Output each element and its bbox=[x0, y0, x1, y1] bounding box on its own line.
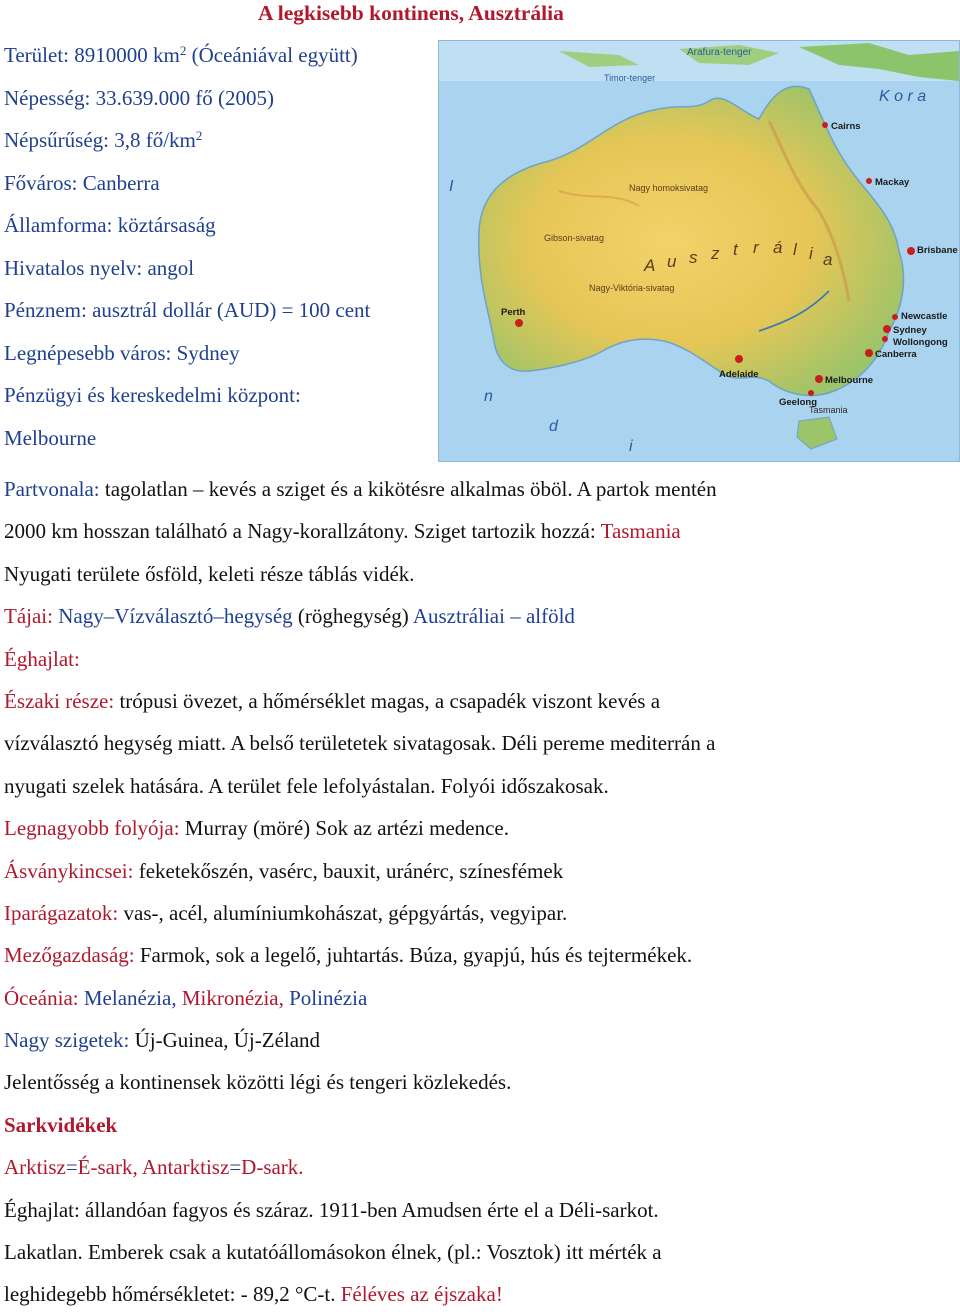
map-country-letter: l bbox=[793, 240, 797, 259]
body-text bbox=[4, 468, 956, 1316]
fact-financial-center-value: Melbourne bbox=[4, 425, 97, 450]
city-marker bbox=[515, 319, 523, 327]
facts-list bbox=[4, 34, 444, 459]
text-line-divide: vízválasztó hegység miatt. A belső területetek sivatagosak. Déli pereme mediterrán a bbox=[4, 731, 716, 756]
text-line-industry: Iparágazatok: vas-, acél, alumíniumkohászat, gépgyártás, vegyipar. bbox=[4, 900, 568, 925]
map-country-letter: s bbox=[689, 248, 698, 267]
map-country-letter: a bbox=[823, 250, 833, 269]
map-label-great-victoria: Nagy-Viktória-sivatag bbox=[589, 283, 675, 293]
city-label: Geelong bbox=[779, 397, 818, 408]
city-marker bbox=[866, 178, 872, 184]
city-label: Brisbane bbox=[917, 245, 958, 256]
map-label-timor: Timor-tenger bbox=[604, 73, 656, 83]
text-line-islands: Nagy szigetek: Új-Guinea, Új-Zéland bbox=[4, 1028, 321, 1053]
text-line-arctic: Arktisz=É-sark, Antarktisz=D-sark. bbox=[4, 1155, 304, 1180]
map-country-letter: i bbox=[809, 244, 813, 263]
map-country-letter: A bbox=[644, 256, 656, 275]
city-label: Mackay bbox=[875, 177, 910, 188]
map-country-letter: z bbox=[711, 244, 720, 263]
fact-capital: Főváros: Canberra bbox=[4, 170, 160, 195]
map-ocean-letter: i bbox=[629, 438, 633, 455]
city-label: Sydney bbox=[893, 325, 927, 336]
text-line-climate-label: Éghajlat: bbox=[4, 646, 80, 671]
city-marker bbox=[808, 390, 814, 396]
text-line-oceania: Óceánia: Melanézia, Mikronézia, Polinézia bbox=[4, 985, 368, 1010]
fact-language: Hivatalos nyelv: angol bbox=[4, 255, 195, 280]
fact-currency: Pénznem: ausztrál dollár (AUD) = 100 cent bbox=[4, 298, 371, 322]
text-line-reef: 2000 km hosszan található a Nagy-korallzátony. Sziget tartozik hozzá: Tasmania bbox=[4, 519, 681, 544]
text-line-polar-heading: Sarkvidékek bbox=[4, 1112, 118, 1137]
city-label: Perth bbox=[501, 307, 526, 318]
map-country-letter: u bbox=[667, 252, 677, 271]
city-marker bbox=[892, 314, 898, 320]
text-line-uninhabited: Lakatlan. Emberek csak a kutatóállomásokon élnek, (pl.: Vosztok) itt mérték a bbox=[4, 1240, 662, 1265]
fact-population: Népesség: 33.639.000 fő (2005) bbox=[4, 85, 275, 110]
city-marker bbox=[735, 355, 743, 363]
fact-financial-center-label: Pénzügyi és kereskedelmi központ: bbox=[4, 383, 301, 407]
australia-map bbox=[438, 40, 960, 462]
fact-density: Népsűrűség: 3,8 $fő/km^2$ bbox=[4, 128, 203, 152]
city-label: Cairns bbox=[831, 121, 861, 132]
fact-largest-city: Legnépesebb város: Sydney bbox=[4, 340, 240, 365]
text-line-agriculture: Mezőgazdaság: Farmok, sok a legelő, juhtartás. Búza, gyapjú, hús és tejtermékek. bbox=[4, 943, 693, 968]
text-line-coldest: leghidegebb hőmérsékletet: - 89,2 °C-t. Féléves az éjszaka! bbox=[4, 1282, 503, 1307]
map-label-arafura: Arafura-tenger bbox=[687, 47, 752, 58]
city-label: Melbourne bbox=[825, 375, 874, 386]
map-country-letter: t bbox=[733, 240, 738, 259]
text-line-coast: Partvonala: tagolatlan – kevés a sziget és a kikötésre alkalmas öböl. A partok mentén bbox=[4, 477, 717, 501]
map-ocean-letter: d bbox=[549, 418, 558, 435]
australia-map-svg bbox=[439, 41, 959, 461]
text-line-regions: Tájai: Nagy–Vízválasztó–hegység (röghegység) Ausztráliai – alföld bbox=[4, 604, 575, 629]
text-line-significance: Jelentősség a kontinensek közötti légi és tengeri közlekedés. bbox=[4, 1070, 512, 1095]
city-marker bbox=[822, 122, 828, 128]
text-line-polar-climate: Éghajlat: állandóan fagyos és száraz. 1911-ben Amudsen érte el a Déli-sarkot. bbox=[4, 1197, 659, 1222]
city-label: Newcastle bbox=[901, 311, 948, 322]
text-line-river: Legnagyobb folyója: Murray (möré) Sok az artézi medence. bbox=[4, 816, 509, 841]
map-ocean-letter: n bbox=[484, 388, 493, 405]
map-country-letter: r bbox=[753, 238, 759, 257]
text-line-minerals: Ásványkincsei: feketekőszén, vasérc, bauxit, uránérc, színesfémek bbox=[4, 858, 564, 883]
map-label-tasmania: Tasmania bbox=[809, 405, 848, 415]
fact-area: Terület: 8910000 $km^2$ (Óceániával együtt) bbox=[4, 43, 358, 67]
fact-government: Államforma: köztársaság bbox=[4, 213, 216, 237]
city-marker bbox=[882, 336, 888, 342]
text-line-west: Nyugati területe ősföld, keleti része táblás vidék. bbox=[4, 561, 415, 586]
text-line-north: Északi része: trópusi övezet, a hőmérséklet magas, a csapadék viszont kevés a bbox=[4, 688, 661, 713]
map-ocean-letter: I bbox=[449, 178, 454, 195]
map-label-great-sandy: Nagy homoksivatag bbox=[629, 183, 709, 193]
text-line-winds: nyugati szelek hatására. A terület fele lefolyástalan. Folyói időszakosak. bbox=[4, 773, 609, 798]
city-marker bbox=[865, 349, 873, 357]
map-country-letter: á bbox=[773, 238, 783, 257]
city-marker bbox=[907, 247, 915, 255]
page-title: A legkisebb kontinens, Ausztrália bbox=[258, 1, 564, 25]
map-label-gibson: Gibson-sivatag bbox=[544, 233, 605, 243]
city-label: Wollongong bbox=[893, 337, 948, 348]
city-marker bbox=[815, 375, 823, 383]
city-label: Canberra bbox=[875, 349, 917, 360]
city-marker bbox=[883, 325, 891, 333]
city-label: Adelaide bbox=[719, 369, 759, 380]
map-label-coral: K o r a bbox=[879, 88, 927, 105]
